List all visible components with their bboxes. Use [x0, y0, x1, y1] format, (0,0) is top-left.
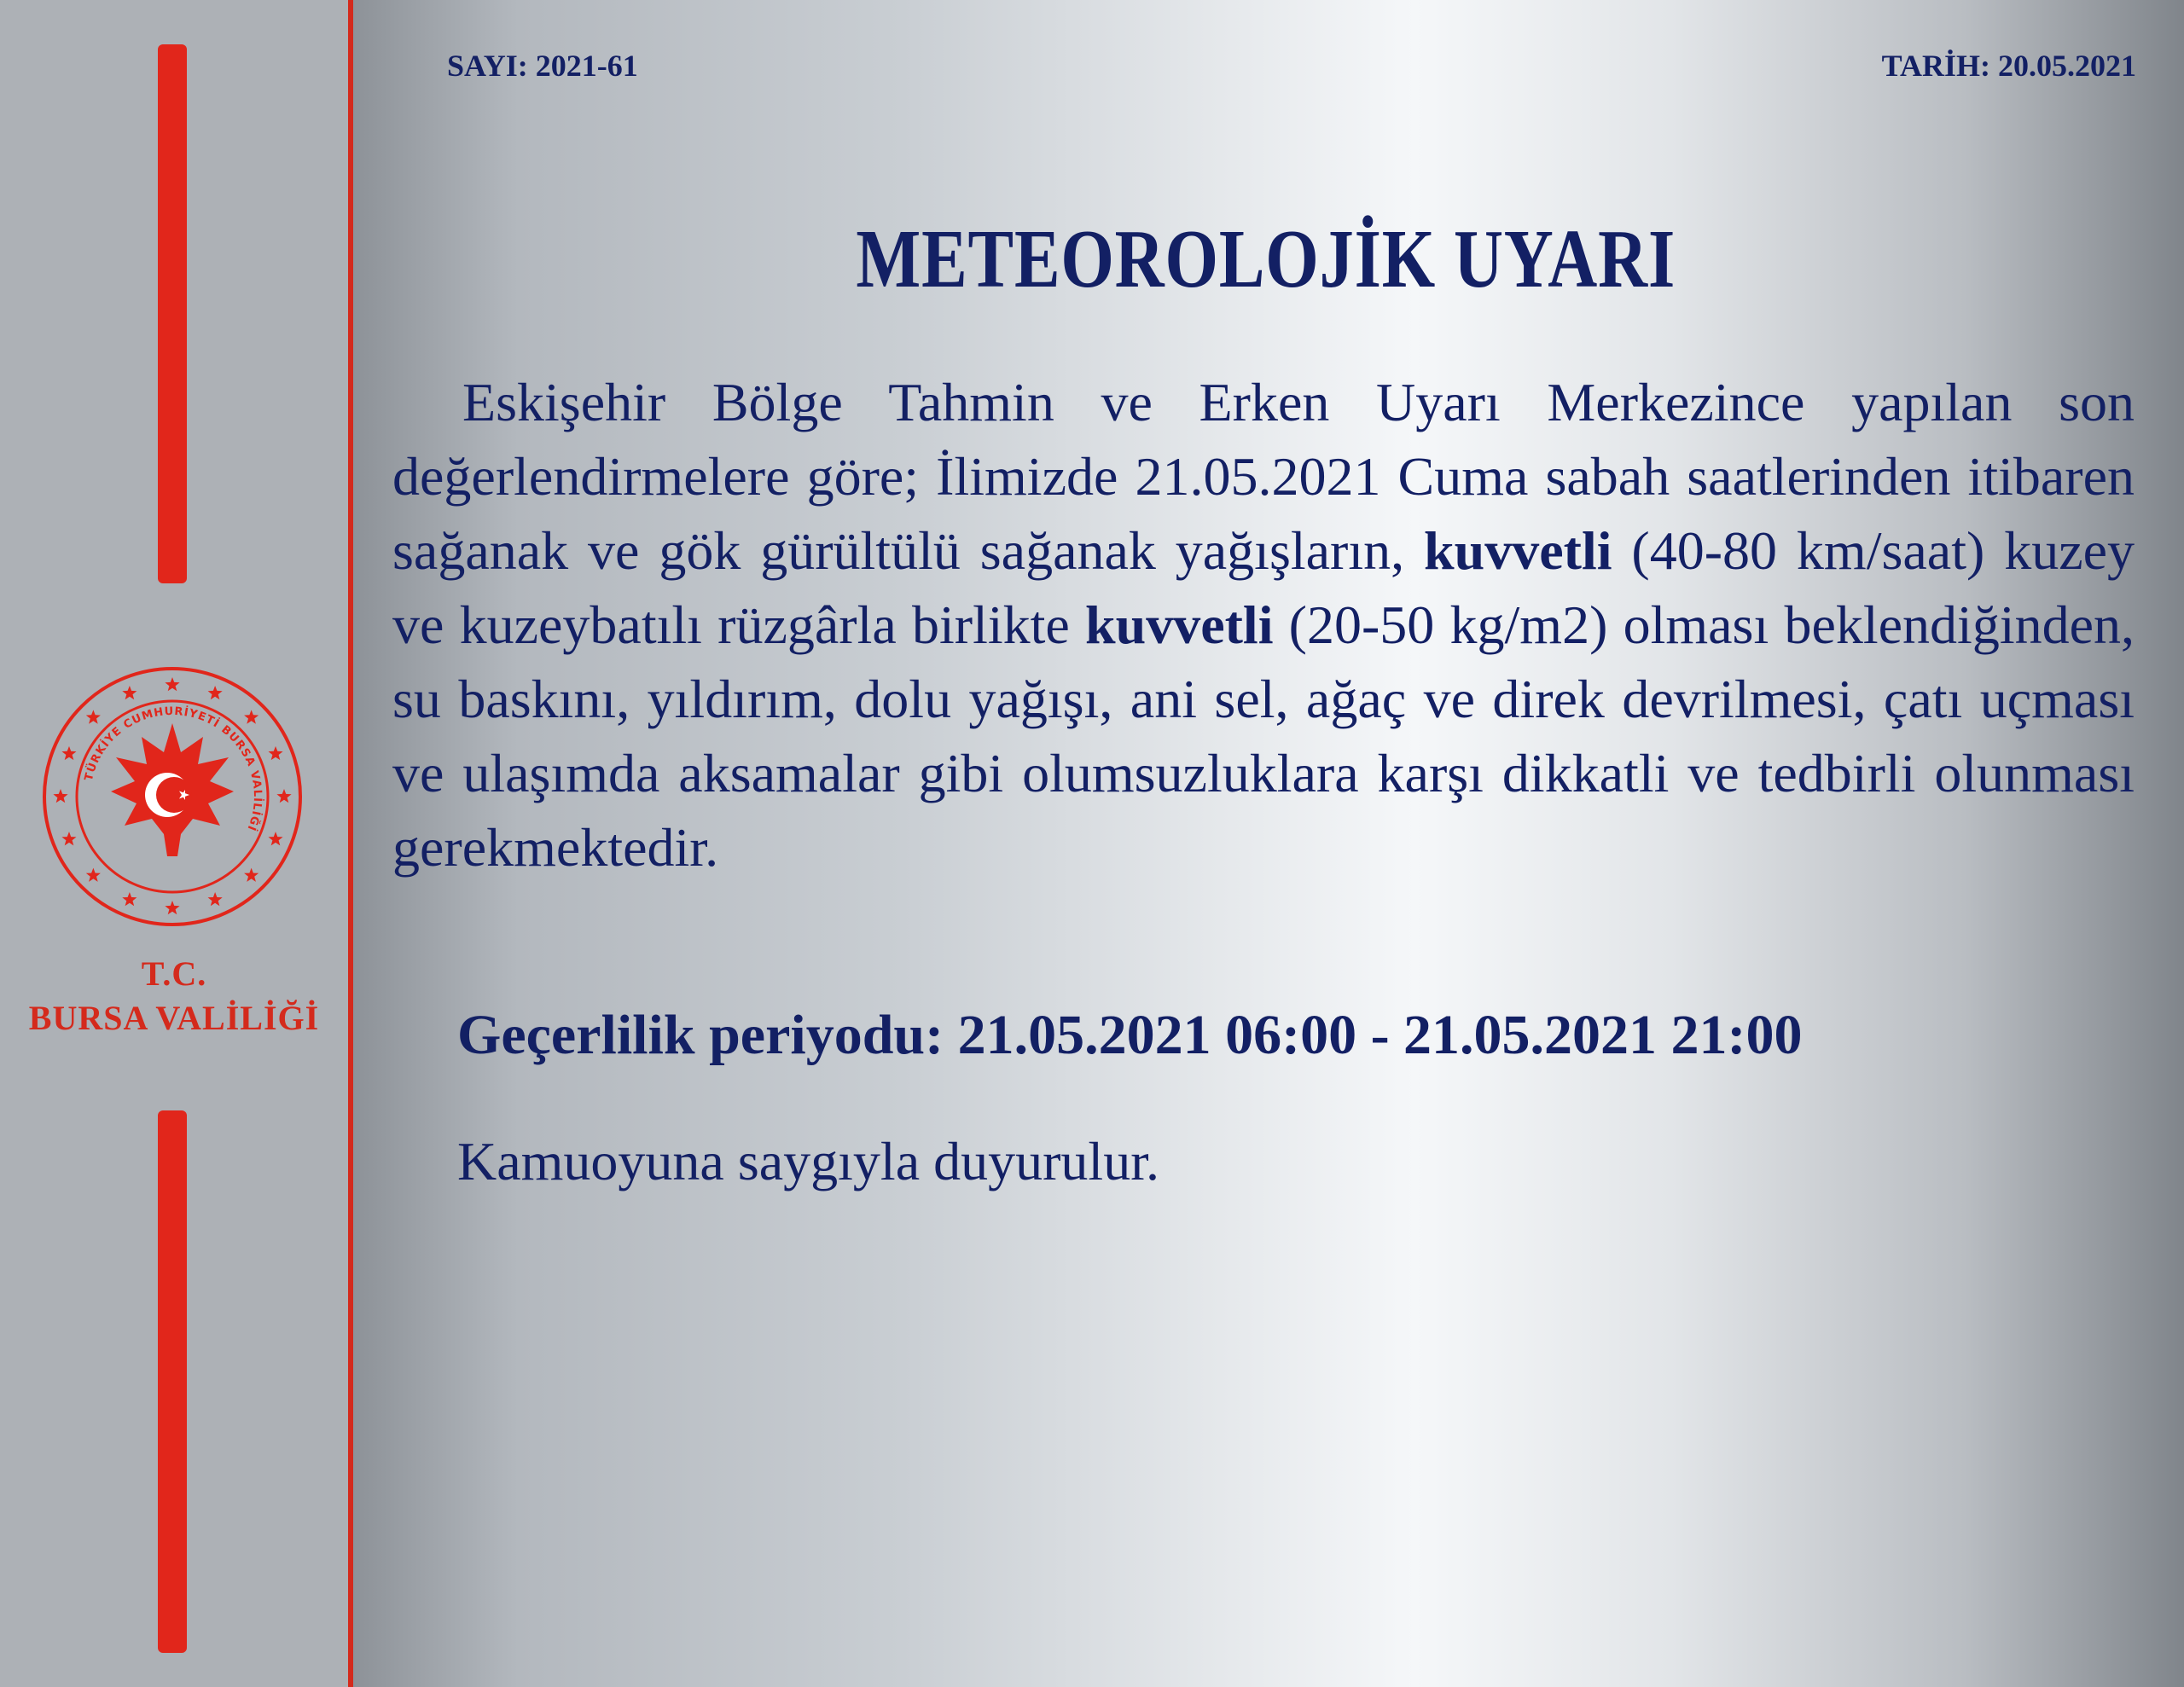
governorship-emblem — [39, 664, 305, 930]
emblem-star-icon — [53, 789, 67, 803]
governorship-label: BURSA VALİLİĞİ — [28, 999, 320, 1037]
sidebar — [0, 0, 348, 1687]
emblem-star-icon — [165, 677, 179, 691]
emblem-star-icon — [165, 901, 179, 914]
emblem-text: TÜRKİYE CUMHURİYETİ BURSA VALİLİĞİ — [82, 704, 264, 833]
emblem-star-icon — [208, 892, 223, 906]
emblem-star-icon — [61, 746, 76, 760]
emblem-star-icon — [208, 686, 223, 699]
warning-body — [392, 365, 2135, 884]
tc-label: T.C. — [141, 954, 207, 993]
emblem-star-icon — [269, 746, 283, 760]
body-part-1: Eskişehir Bölge Tahmin ve Erken Uyarı Merkezince yapılan son değerlendirmelere göre; İlimizde 21.05.2021 Cuma sabah saatlerinden itibaren sağanak ve gök gürültülü sağanak yağışların, — [392, 372, 2135, 581]
body-bold-1: kuvvetli — [1424, 520, 1612, 581]
validity-period: Geçerlilik periyodu: 21.05.2021 06:00 - 21.05.2021 21:00 — [457, 1004, 1803, 1066]
red-bar-top — [158, 44, 187, 583]
emblem-star-icon — [276, 789, 291, 803]
emblem-star-icon — [244, 710, 258, 723]
page-title: METEOROLOJİK UYARI — [856, 213, 1676, 305]
body-part-2: (40-80 km/saat) kuzey ve kuzeybatılı rüzgârla birlikte — [392, 520, 2135, 655]
emblem-star-icon — [244, 868, 258, 882]
document-date: TARİH: 20.05.2021 — [1881, 49, 2136, 83]
body-bold-2: kuvvetli — [1085, 594, 1274, 655]
emblem-star-icon — [61, 832, 76, 845]
document-number: SAYI: 2021-61 — [447, 49, 638, 83]
emblem-star-icon — [269, 832, 283, 845]
emblem-star-icon — [122, 686, 136, 699]
emblem-star-icon — [86, 710, 101, 723]
red-bar-bottom — [158, 1110, 187, 1653]
closing-line: Kamuoyuna saygıyla duyurulur. — [457, 1131, 1159, 1191]
body-part-3: (20-50 kg/m2) olması beklendiğinden, su baskını, yıldırım, dolu yağışı, ani sel, ağaç ve direk devrilmesi, çatı uçması ve ulaşımda aksamalar gibi olumsuzluklara karşı dikkatli ve tedbirli olunması gerekmektedir. — [392, 594, 2135, 878]
emblem-star-icon — [86, 868, 101, 882]
emblem-star-icon — [122, 892, 136, 906]
